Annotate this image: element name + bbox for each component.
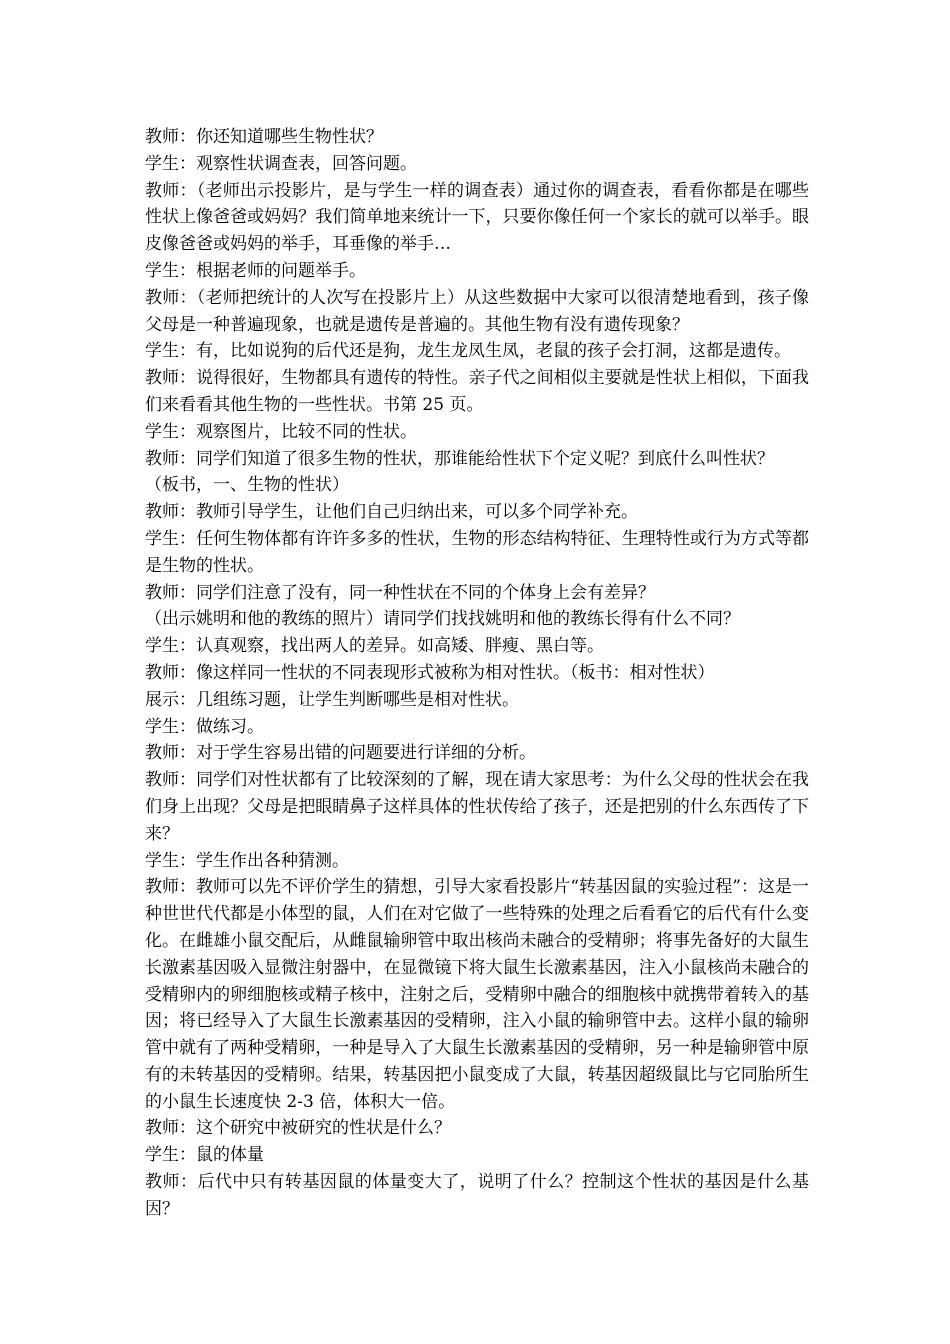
paragraph-2: 学生：观察性状调查表，回答问题。 (145, 153, 417, 174)
paragraph-7: 教师：说得很好，生物都具有遗传的特性。亲子代之间相似主要就是性状上相似，下面我们来看看其他生物的一些性状。书第 25 页。 (145, 368, 809, 415)
paragraph-22: 教师：教师可以先不评价学生的猜想，引导大家看投影片“转基因鼠的实验过程”：这是一种世世代代都是小体型的鼠，人们在对它做了一些特殊的处理之后看看它的后代有什么变化。在雌雄小鼠交配后，从雌鼠输卵管中取出核尚未融合的受精卵；将事先备好的大鼠生长激素基因吸入显微注射器中，在显微镜下将大鼠生长激素基因，注入小鼠核尚未融合的受精卵内的卵细胞核或精子核中，注射之后，受精卵中融合的细胞核中就携带着转入的基因；将已经导入了大鼠生长激素基因的受精卵，注入小鼠的输卵管中去。这样小鼠的输卵管中就有了两种受精卵，一种是导入了大鼠生长激素基因的受精卵，另一种是输卵管中原有的未转基因的受精卵。结果，转基因把小鼠变成了大鼠，转基因超级鼠比与它同胎所生的小鼠生长速度快 2-3 倍，体积大一倍。 (145, 877, 809, 1112)
paragraph-23: 教师：这个研究中被研究的性状是什么？ (145, 1118, 451, 1139)
paragraph-6: 学生：有，比如说狗的后代还是狗，龙生龙凤生凤，老鼠的孩子会打洞，这都是遗传。 (145, 341, 791, 362)
paragraph-12: 学生：任何生物体都有许许多多的性状，生物的形态结构特征、生理特性或行为方式等都是生物的性状。 (145, 528, 809, 576)
paragraph-11: 教师：教师引导学生，让他们自己归纳出来，可以多个同学补充。 (145, 502, 638, 523)
paragraph-5: 教师：（老师把统计的人次写在投影片上）从这些数据中大家可以很清楚地看到，孩子像父母是一种普遍现象，也就是遗传是普遍的。其他生物有没有遗传现象？ (145, 287, 809, 335)
paragraph-9: 教师：同学们知道了很多生物的性状，那谁能给性状下个定义呢？到底什么叫性状？ (145, 448, 774, 469)
paragraph-1: 教师：你还知道哪些生物性状？ (145, 127, 383, 147)
paragraph-13: 教师：同学们注意了没有，同一种性状在不同的个体身上会有差异？ (145, 582, 655, 603)
paragraph-20: 教师：同学们对性状都有了比较深刻的了解，现在请大家思考：为什么父母的性状会在我们身上出现？父母是把眼睛鼻子这样具体的性状传给了孩子，还是把别的什么东西传了下来？ (145, 770, 809, 844)
paragraph-25: 教师：后代中只有转基因鼠的体量变大了，说明了什么？控制这个性状的基因是什么基因？ (145, 1172, 809, 1219)
paragraph-16: 教师：像这样同一性状的不同表现形式被称为相对性状。（板书：相对性状） (145, 662, 715, 683)
paragraph-18: 学生：做练习。 (145, 716, 264, 737)
document-body (145, 124, 809, 1223)
paragraph-14: （出示姚明和他的教练的照片）请同学们找找姚明和他的教练长得有什么不同？ (145, 609, 740, 630)
paragraph-21: 学生：学生作出各种猜测。 (145, 850, 349, 871)
paragraph-15: 学生：认真观察，找出两人的差异。如高矮、胖瘦、黑白等。 (145, 636, 604, 657)
paragraph-8: 学生：观察图片，比较不同的性状。 (145, 421, 417, 442)
paragraph-24: 学生：鼠的体量 (145, 1145, 264, 1166)
paragraph-19: 教师：对于学生容易出错的问题要进行详细的分析。 (145, 743, 536, 764)
paragraph-4: 学生：根据老师的问题举手。 (145, 260, 366, 281)
paragraph-3: 教师：（老师出示投影片，是与学生一样的调查表）通过你的调查表，看看你都是在哪些性状上像爸爸或妈妈？我们简单地来统计一下，只要你像任何一个家长的就可以举手。眼皮像爸爸或妈妈的举手，耳垂像的举手… (145, 180, 809, 255)
paragraph-10: （板书，一、生物的性状） (145, 475, 349, 496)
paragraph-17: 展示：几组练习题，让学生判断哪些是相对性状。 (145, 689, 519, 710)
